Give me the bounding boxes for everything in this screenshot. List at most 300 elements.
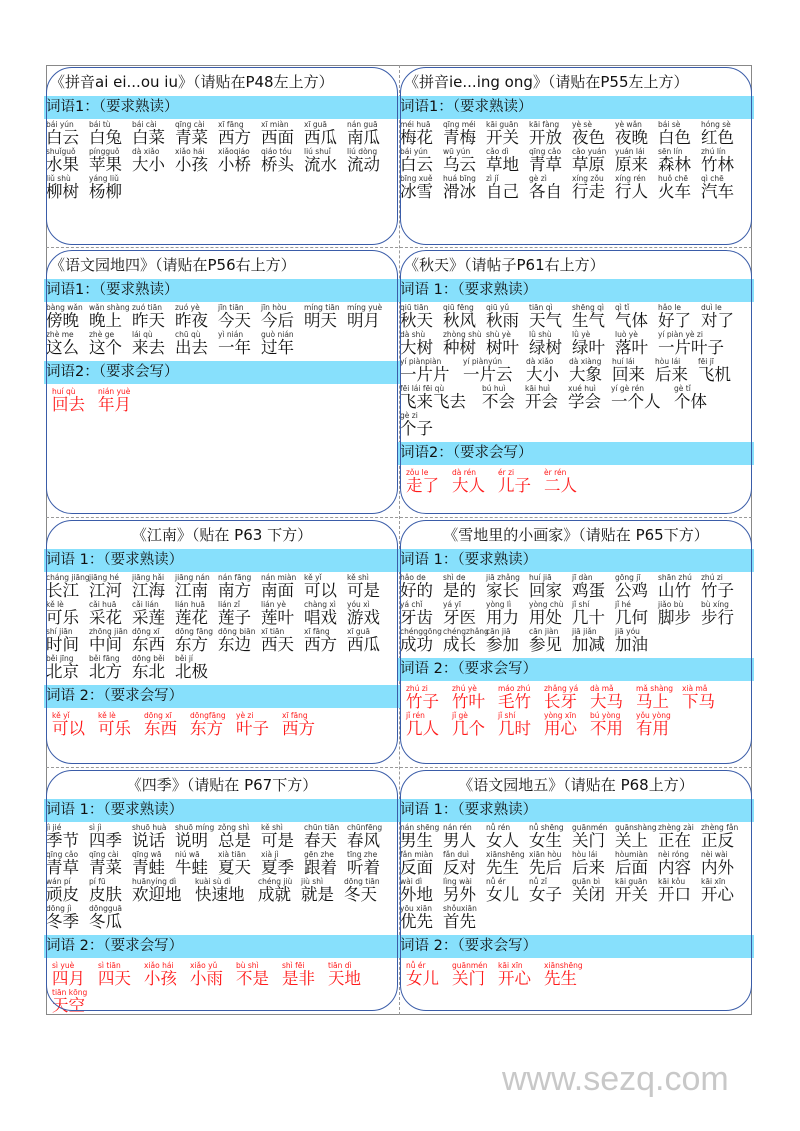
hanzi: 几何 bbox=[615, 608, 648, 627]
pinyin: píngguǒ bbox=[89, 147, 120, 156]
hanzi: 中间 bbox=[89, 635, 122, 654]
hanzi: 几时 bbox=[498, 719, 531, 738]
pinyin: huá bīng bbox=[443, 174, 476, 183]
pinyin: yòng lì bbox=[486, 600, 512, 609]
hanzi: 青草 bbox=[529, 155, 562, 174]
word-item bbox=[261, 628, 304, 654]
watermark: www.sezq.com bbox=[502, 1060, 729, 1098]
hanzi: 落叶 bbox=[615, 338, 648, 357]
pinyin: wán pí bbox=[46, 877, 71, 886]
hanzi: 小孩 bbox=[144, 969, 177, 988]
hanzi: 行走 bbox=[572, 182, 605, 201]
pinyin: kāi kǒu bbox=[658, 877, 686, 886]
pinyin: qì tǐ bbox=[615, 303, 630, 312]
pinyin: jiāng hǎi bbox=[132, 573, 165, 582]
word-item bbox=[347, 148, 390, 174]
pinyin: xià jì bbox=[261, 850, 279, 859]
pinyin: sì jì bbox=[89, 823, 102, 832]
word-item bbox=[486, 331, 529, 357]
word-item bbox=[572, 628, 615, 654]
pinyin: sēn lín bbox=[658, 147, 683, 156]
pinyin: yè zi bbox=[236, 711, 254, 720]
pinyin: yuán lái bbox=[615, 147, 645, 156]
hanzi: 天地 bbox=[328, 969, 361, 988]
hanzi: 采花 bbox=[89, 608, 122, 627]
pinyin: gè tǐ bbox=[674, 384, 691, 393]
hanzi: 西方 bbox=[282, 719, 315, 738]
hanzi: 昨天 bbox=[132, 311, 165, 330]
hanzi: 东西 bbox=[132, 635, 165, 654]
pinyin: yóu xì bbox=[347, 600, 370, 609]
pinyin: xiānshēng bbox=[544, 961, 583, 970]
section-header-read: 词语 1：（要求熟读） bbox=[44, 549, 400, 572]
pinyin: xī fāng bbox=[304, 627, 330, 636]
hanzi: 冬季 bbox=[46, 912, 79, 931]
pinyin: lǜ yè bbox=[572, 330, 591, 339]
hanzi: 关上 bbox=[615, 831, 648, 850]
hanzi: 是非 bbox=[282, 969, 315, 988]
hanzi: 女儿 bbox=[486, 885, 519, 904]
word-item bbox=[486, 574, 529, 600]
hanzi: 绿叶 bbox=[572, 338, 605, 357]
hanzi: 西方 bbox=[304, 635, 337, 654]
hanzi: 个体 bbox=[674, 392, 707, 411]
word-item bbox=[400, 331, 443, 357]
lesson-title: 《四季》（请贴在 P67下方） bbox=[126, 776, 318, 794]
pinyin: shù yè bbox=[486, 330, 511, 339]
hanzi: 先生 bbox=[486, 858, 519, 877]
hanzi: 树叶 bbox=[486, 338, 519, 357]
hanzi: 北方 bbox=[89, 662, 122, 681]
pinyin: bái yún bbox=[46, 120, 74, 129]
word-item bbox=[218, 304, 261, 330]
hanzi: 流动 bbox=[347, 155, 380, 174]
hanzi: 天气 bbox=[529, 311, 562, 330]
hanzi: 回去 bbox=[52, 395, 85, 414]
word-item bbox=[261, 851, 304, 877]
word-item bbox=[347, 574, 390, 600]
word-item bbox=[347, 304, 390, 330]
pinyin: èr rén bbox=[544, 468, 567, 477]
hanzi: 叶子 bbox=[236, 719, 269, 738]
hanzi: 莲叶 bbox=[261, 608, 294, 627]
word-item bbox=[89, 628, 132, 654]
word-item bbox=[636, 712, 682, 738]
hanzi: 东北 bbox=[132, 662, 165, 681]
word-item bbox=[46, 175, 89, 201]
hanzi: 鸡蛋 bbox=[572, 581, 605, 600]
hanzi: 大象 bbox=[569, 365, 602, 384]
word-item bbox=[443, 627, 489, 654]
pinyin: chū qù bbox=[175, 330, 201, 339]
word-item bbox=[529, 121, 572, 147]
word-list bbox=[398, 824, 754, 932]
word-item bbox=[655, 358, 698, 384]
word-item bbox=[701, 304, 744, 330]
pinyin: xíng zǒu bbox=[572, 174, 604, 183]
pinyin: xī tiān bbox=[261, 627, 285, 636]
pinyin: yáng liǔ bbox=[89, 174, 119, 183]
hanzi: 东方 bbox=[175, 635, 208, 654]
hanzi: 好了 bbox=[658, 311, 691, 330]
word-item bbox=[261, 574, 304, 600]
hanzi: 莲子 bbox=[218, 608, 251, 627]
hanzi: 皮肤 bbox=[89, 885, 122, 904]
pinyin: hóng sè bbox=[701, 120, 731, 129]
lesson-title: 《拼音ie...ing ong》（请贴在P55左上方） bbox=[404, 73, 689, 91]
word-item bbox=[89, 851, 132, 877]
pinyin: xiǎo hái bbox=[144, 961, 174, 970]
hanzi: 可是 bbox=[261, 831, 294, 850]
hanzi: 白云 bbox=[46, 128, 79, 147]
word-item bbox=[132, 121, 175, 147]
word-item bbox=[443, 601, 486, 627]
hanzi: 牛蛙 bbox=[175, 858, 208, 877]
hanzi: 飞机 bbox=[698, 365, 731, 384]
lesson-title: 《语文园地四》（请贴在P56右上方） bbox=[50, 256, 296, 274]
word-list bbox=[44, 121, 400, 202]
hanzi: 北极 bbox=[175, 662, 208, 681]
hanzi: 一片叶子 bbox=[658, 338, 724, 357]
pinyin: míng tiān bbox=[304, 303, 340, 312]
pinyin: dōng xī bbox=[144, 711, 172, 720]
lesson-card bbox=[398, 65, 754, 247]
hanzi: 牙齿 bbox=[400, 608, 433, 627]
hanzi: 春风 bbox=[347, 831, 380, 850]
hanzi: 柳树 bbox=[46, 182, 79, 201]
word-item bbox=[304, 851, 347, 877]
hanzi: 冬瓜 bbox=[89, 912, 122, 931]
pinyin: xiǎo yǔ bbox=[190, 961, 218, 970]
pinyin: tīng zhe bbox=[347, 850, 378, 859]
pinyin: zǒng shì bbox=[218, 823, 250, 832]
word-item bbox=[486, 824, 529, 850]
hanzi: 过年 bbox=[261, 338, 294, 357]
word-item bbox=[400, 851, 443, 877]
pinyin: zǒu le bbox=[406, 468, 429, 477]
hanzi: 季节 bbox=[46, 831, 79, 850]
hanzi: 不是 bbox=[236, 969, 269, 988]
word-list bbox=[398, 962, 754, 989]
hanzi: 竹子 bbox=[406, 692, 439, 711]
word-list bbox=[398, 574, 754, 655]
hanzi: 长江 bbox=[46, 581, 79, 600]
hanzi: 顽皮 bbox=[46, 885, 79, 904]
word-item bbox=[568, 385, 611, 411]
pinyin: yí piànpiàn bbox=[400, 357, 442, 366]
pinyin: gēn zhe bbox=[304, 850, 334, 859]
hanzi: 夏天 bbox=[218, 858, 251, 877]
pinyin: nán shēng bbox=[400, 823, 440, 832]
hanzi: 杨柳 bbox=[89, 182, 122, 201]
word-item bbox=[218, 121, 261, 147]
word-list bbox=[398, 469, 754, 496]
word-item bbox=[611, 385, 674, 411]
pinyin: xī fāng bbox=[282, 711, 308, 720]
word-item bbox=[400, 824, 443, 850]
word-item bbox=[529, 175, 572, 201]
word-item bbox=[304, 601, 347, 627]
word-item bbox=[486, 601, 529, 627]
word-item bbox=[132, 304, 175, 330]
pinyin: lián yè bbox=[261, 600, 286, 609]
pinyin: zuó yè bbox=[175, 303, 200, 312]
section-header-read: 词语1：（要求熟读） bbox=[398, 96, 754, 119]
section-header-write: 词语2：（要求会写） bbox=[44, 361, 400, 384]
hanzi: 江河 bbox=[89, 581, 122, 600]
word-item bbox=[443, 175, 486, 201]
word-item bbox=[452, 962, 498, 988]
hanzi: 大马 bbox=[590, 692, 623, 711]
hanzi: 各自 bbox=[529, 182, 562, 201]
word-item bbox=[443, 824, 486, 850]
word-item bbox=[701, 824, 744, 850]
word-item bbox=[52, 388, 98, 414]
word-item bbox=[482, 385, 525, 411]
pinyin: nián yuè bbox=[98, 387, 131, 396]
word-item bbox=[529, 878, 572, 904]
pinyin: lǜ shù bbox=[529, 330, 552, 339]
word-item bbox=[498, 469, 544, 495]
section-header-read: 词语1：（要求熟读） bbox=[44, 96, 400, 119]
word-item bbox=[406, 962, 452, 988]
hanzi: 后面 bbox=[615, 858, 648, 877]
word-item bbox=[190, 712, 236, 738]
hanzi: 后来 bbox=[572, 858, 605, 877]
word-item bbox=[175, 148, 218, 174]
section-header-read: 词语1：（要求熟读） bbox=[44, 279, 400, 302]
hanzi: 白云 bbox=[400, 155, 433, 174]
pinyin: chūnfēng bbox=[347, 823, 383, 832]
word-item bbox=[175, 121, 218, 147]
word-item bbox=[701, 574, 744, 600]
lesson-card bbox=[44, 248, 400, 516]
word-item bbox=[544, 469, 590, 495]
hanzi: 明天 bbox=[304, 311, 337, 330]
pinyin: bái tù bbox=[89, 120, 111, 129]
word-item bbox=[400, 385, 482, 411]
word-item bbox=[443, 121, 486, 147]
hanzi: 桥头 bbox=[261, 155, 294, 174]
hanzi: 白菜 bbox=[132, 128, 165, 147]
pinyin: huǒ chē bbox=[658, 174, 688, 183]
word-item bbox=[261, 304, 304, 330]
hanzi: 秋风 bbox=[443, 311, 476, 330]
word-item bbox=[218, 851, 261, 877]
hanzi: 正反 bbox=[701, 831, 734, 850]
pinyin: chéng jiù bbox=[258, 877, 293, 886]
pinyin: xī guā bbox=[347, 627, 371, 636]
pinyin: guānmén bbox=[572, 823, 608, 832]
word-item bbox=[258, 878, 301, 904]
hanzi: 内外 bbox=[701, 858, 734, 877]
hanzi: 回来 bbox=[612, 365, 645, 384]
pinyin: kě yǐ bbox=[304, 573, 322, 582]
word-item bbox=[486, 148, 529, 174]
word-item bbox=[658, 148, 701, 174]
word-item bbox=[572, 148, 615, 174]
word-item bbox=[406, 685, 452, 711]
hanzi: 总是 bbox=[218, 831, 251, 850]
lesson-title: 《拼音ai ei...ou iu》（请贴在P48左上方） bbox=[50, 73, 334, 91]
word-item bbox=[132, 628, 175, 654]
pinyin: xī fāng bbox=[218, 120, 244, 129]
pinyin: xíng rén bbox=[615, 174, 646, 183]
hanzi: 竹叶 bbox=[452, 692, 485, 711]
hanzi: 秋天 bbox=[400, 311, 433, 330]
hanzi: 反面 bbox=[400, 858, 433, 877]
pinyin: zhú lín bbox=[701, 147, 726, 156]
pinyin: wài dì bbox=[400, 877, 423, 886]
hanzi: 北京 bbox=[46, 662, 79, 681]
hanzi: 有用 bbox=[636, 719, 669, 738]
pinyin: dōng jì bbox=[46, 904, 72, 913]
word-item bbox=[701, 121, 744, 147]
hanzi: 下马 bbox=[682, 692, 715, 711]
hanzi: 夏季 bbox=[261, 858, 294, 877]
pinyin: dōng tiān bbox=[344, 877, 380, 886]
pinyin: kě lè bbox=[46, 600, 64, 609]
pinyin: hòu lái bbox=[655, 357, 681, 366]
pinyin: huí jiā bbox=[529, 573, 552, 582]
word-item bbox=[218, 331, 261, 357]
hanzi: 一年 bbox=[218, 338, 251, 357]
hanzi: 长牙 bbox=[544, 692, 577, 711]
hanzi: 唱戏 bbox=[304, 608, 337, 627]
pinyin: gōng jī bbox=[615, 573, 641, 582]
pinyin: nǚ zǐ bbox=[529, 877, 547, 886]
word-item bbox=[615, 121, 658, 147]
hanzi: 可乐 bbox=[98, 719, 131, 738]
word-item bbox=[89, 601, 132, 627]
pinyin: lái qù bbox=[132, 330, 153, 339]
word-item bbox=[218, 574, 261, 600]
word-item bbox=[261, 148, 304, 174]
pinyin: jiù shì bbox=[301, 877, 324, 886]
word-item bbox=[529, 574, 572, 600]
word-item bbox=[486, 175, 529, 201]
pinyin: kě yǐ bbox=[52, 711, 70, 720]
hanzi: 森林 bbox=[658, 155, 691, 174]
word-item bbox=[261, 601, 304, 627]
hanzi: 东西 bbox=[144, 719, 177, 738]
hanzi: 四月 bbox=[52, 969, 85, 988]
pinyin: pí fū bbox=[89, 877, 106, 886]
pinyin: cǎo yuán bbox=[572, 147, 607, 156]
hanzi: 青梅 bbox=[443, 128, 476, 147]
hanzi: 几个 bbox=[452, 719, 485, 738]
pinyin: jǐ gè bbox=[452, 711, 468, 720]
pinyin: dà xiàng bbox=[569, 357, 602, 366]
pinyin: dōng běi bbox=[132, 654, 165, 663]
hanzi: 秋雨 bbox=[486, 311, 519, 330]
lesson-card bbox=[44, 65, 400, 247]
word-item bbox=[218, 148, 261, 174]
hanzi: 绿树 bbox=[529, 338, 562, 357]
word-item bbox=[89, 175, 132, 201]
pinyin: bái yún bbox=[400, 147, 428, 156]
pinyin: huānyíng dì bbox=[132, 877, 177, 886]
pinyin: shuǐguǒ bbox=[46, 147, 76, 156]
hanzi: 参加 bbox=[486, 635, 519, 654]
word-item bbox=[682, 685, 728, 711]
word-item bbox=[98, 962, 144, 988]
word-list bbox=[44, 824, 400, 932]
hanzi: 四季 bbox=[89, 831, 122, 850]
pinyin: dōngfāng bbox=[190, 711, 226, 720]
pinyin: jǐ hé bbox=[615, 600, 631, 609]
hanzi: 马上 bbox=[636, 692, 669, 711]
word-item bbox=[400, 601, 443, 627]
hanzi: 白兔 bbox=[89, 128, 122, 147]
word-list bbox=[398, 121, 754, 202]
word-item bbox=[526, 358, 569, 384]
word-item bbox=[612, 358, 655, 384]
hanzi: 游戏 bbox=[347, 608, 380, 627]
section-header-write: 词语 2：（要求会写） bbox=[398, 658, 754, 681]
hanzi: 飞来飞去 bbox=[400, 392, 466, 411]
word-item bbox=[658, 304, 701, 330]
pinyin: dōngguā bbox=[89, 904, 122, 913]
hanzi: 西瓜 bbox=[347, 635, 380, 654]
pinyin: guān bì bbox=[572, 877, 601, 886]
word-item bbox=[347, 824, 390, 850]
word-list bbox=[398, 685, 754, 739]
hanzi: 自己 bbox=[486, 182, 519, 201]
hanzi: 跟着 bbox=[304, 858, 337, 877]
word-item bbox=[304, 121, 347, 147]
hanzi: 关门 bbox=[572, 831, 605, 850]
hanzi: 生气 bbox=[572, 311, 605, 330]
hanzi: 冬天 bbox=[344, 885, 377, 904]
word-item bbox=[46, 331, 89, 357]
word-item bbox=[46, 878, 89, 904]
pinyin: hòu lái bbox=[572, 850, 598, 859]
pinyin: jiā jiǎn bbox=[572, 627, 597, 636]
word-item bbox=[701, 148, 744, 174]
pinyin: dōng fāng bbox=[175, 627, 213, 636]
word-item bbox=[175, 331, 218, 357]
pinyin: dōng biān bbox=[218, 627, 256, 636]
pinyin: yì nián bbox=[218, 330, 244, 339]
hanzi: 傍晚 bbox=[46, 311, 79, 330]
hanzi: 四天 bbox=[98, 969, 131, 988]
hanzi: 几十 bbox=[572, 608, 605, 627]
word-item bbox=[615, 574, 658, 600]
word-item bbox=[304, 304, 347, 330]
word-item bbox=[443, 851, 486, 877]
hanzi: 二人 bbox=[544, 476, 577, 495]
pinyin: yòng chù bbox=[529, 600, 564, 609]
word-item bbox=[701, 175, 744, 201]
pinyin: nán miàn bbox=[261, 573, 297, 582]
hanzi: 流水 bbox=[304, 155, 337, 174]
hanzi: 原来 bbox=[615, 155, 648, 174]
pinyin: qīng cǎo bbox=[529, 147, 562, 156]
word-item bbox=[443, 878, 486, 904]
hanzi: 白色 bbox=[658, 128, 691, 147]
pinyin: kě shì bbox=[347, 573, 369, 582]
word-list bbox=[44, 574, 400, 682]
word-item bbox=[615, 601, 658, 627]
pinyin: chénggōng bbox=[400, 627, 442, 636]
word-item bbox=[46, 601, 89, 627]
hanzi: 毛竹 bbox=[498, 692, 531, 711]
word-item bbox=[52, 712, 98, 738]
pinyin: běi jí bbox=[175, 654, 194, 663]
hanzi: 年月 bbox=[98, 395, 131, 414]
hanzi: 来去 bbox=[132, 338, 165, 357]
